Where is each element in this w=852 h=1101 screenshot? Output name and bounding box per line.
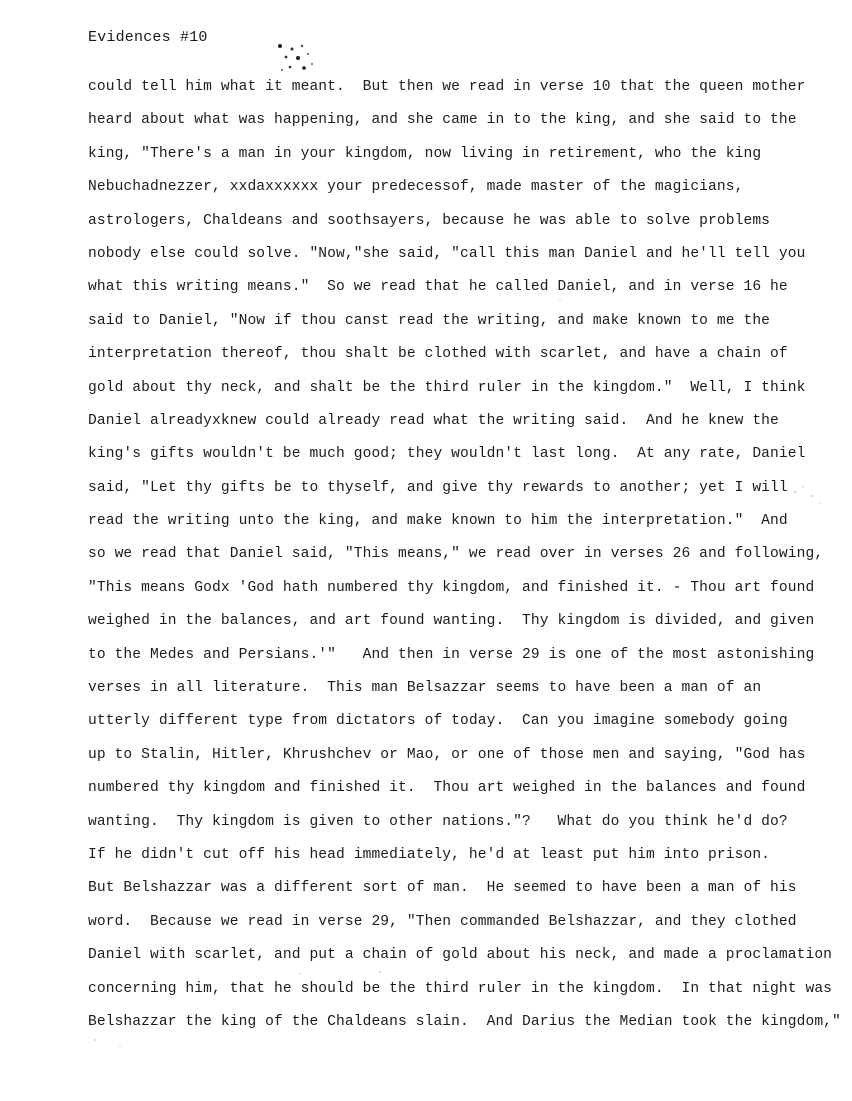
- text-line: could tell him what it meant. But then we read in verse 10 that the queen mother: [88, 79, 806, 95]
- text-line: utterly different type from dictators of today. Can you imagine somebody going: [88, 713, 788, 730]
- text-line: to the Medes and Persians.'" And then in verse 29 is one of the most astonishing: [88, 646, 815, 663]
- text-line: weighed in the balances, and art found wanting. Thy kingdom is divided, and given: [88, 613, 815, 630]
- text-line: Daniel with scarlet, and put a chain of gold about his neck, and made a proclamation: [88, 947, 833, 964]
- text-line: concerning him, that he should be the third ruler in the kingdom. In that night was: [88, 980, 833, 997]
- text-line: Nebuchadnezzer, xxdaxxxxxx your predecessof, made master of the magicians,: [88, 179, 744, 196]
- text-line: so we read that Daniel said, "This means," we read over in verses 26 and following,: [88, 546, 824, 563]
- text-line: said, "Let thy gifts be to thyself, and give thy rewards to another; yet I will: [88, 479, 788, 496]
- page-header: Evidences #10: [88, 29, 208, 46]
- text-line: nobody else could solve. "Now,"she said, "call this man Daniel and he'll tell you: [88, 245, 806, 262]
- text-line: If he didn't cut off his head immediately, he'd at least put him into prison.: [88, 846, 771, 863]
- text-line: "This means Godx 'God hath numbered thy kingdom, and finished it. - Thou art found: [88, 579, 815, 596]
- text-line: But Belshazzar was a different sort of man. He seemed to have been a man of his: [88, 880, 797, 897]
- text-line: interpretation thereof, thou shalt be clothed with scarlet, and have a chain of: [88, 346, 788, 363]
- text-line: gold about thy neck, and shalt be the third ruler in the kingdom." Well, I think: [88, 379, 806, 396]
- text-line: word. Because we read in verse 29, "Then commanded Belshazzar, and they clothed: [88, 913, 797, 930]
- text-line: read the writing unto the king, and make known to him the interpretation." And: [88, 513, 788, 530]
- text-line: verses in all literature. This man Belsazzar seems to have been a man of an: [88, 680, 762, 697]
- text-line: king, "There's a man in your kingdom, now living in retirement, who the king: [88, 145, 762, 162]
- text-line: astrologers, Chaldeans and soothsayers, because he was able to solve problems: [88, 212, 771, 229]
- text-line: numbered thy kingdom and finished it. Thou art weighed in the balances and found: [88, 780, 806, 797]
- text-line: wanting. Thy kingdom is given to other nations."? What do you think he'd do?: [88, 813, 788, 830]
- body-text: [88, 76, 841, 1044]
- text-line: heard about what was happening, and she came in to the king, and she said to the: [88, 112, 797, 129]
- text-line: what this writing means." So we read that he called Daniel, and in verse 16 he: [88, 279, 788, 296]
- text-line: Daniel alreadyxknew could already read what the writing said. And he knew the: [88, 412, 779, 429]
- text-line: king's gifts wouldn't be much good; they wouldn't last long. At any rate, Daniel: [88, 446, 806, 463]
- text-line: up to Stalin, Hitler, Khrushchev or Mao, or one of those men and saying, "God has: [88, 746, 806, 763]
- text-line: Belshazzar the king of the Chaldeans slain. And Darius the Median took the kingdom,": [88, 1013, 841, 1030]
- ink-smudge: [272, 40, 318, 76]
- text-line: said to Daniel, "Now if thou canst read the writing, and make known to me the: [88, 312, 771, 329]
